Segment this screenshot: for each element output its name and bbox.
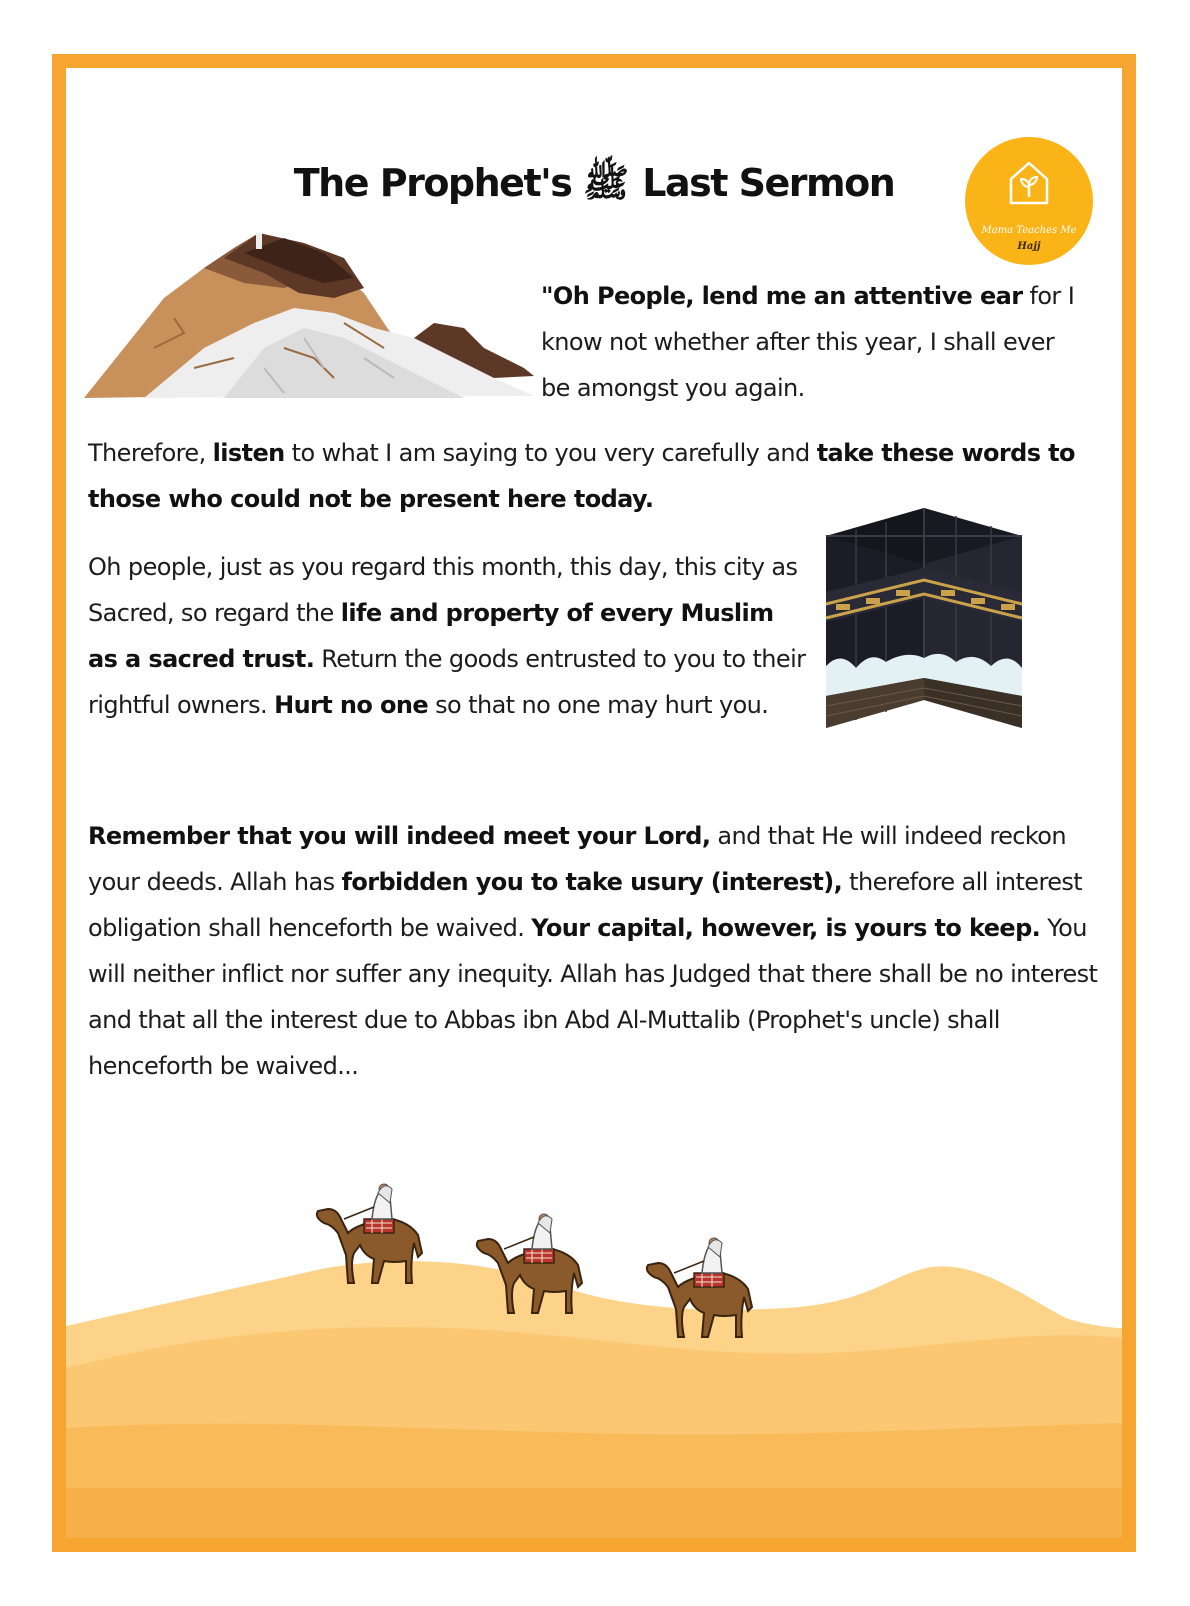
brand-logo xyxy=(965,137,1093,265)
emphasis-text: Your capital, however, is yours to keep. xyxy=(531,914,1041,942)
house-sprout-icon xyxy=(1005,157,1053,209)
page-border-frame xyxy=(52,54,1136,1552)
body-text: so that no one may hurt you. xyxy=(428,691,769,719)
emphasis-text: listen xyxy=(212,439,285,467)
sermon-paragraph-4 xyxy=(88,813,1108,1089)
emphasis-text: "Oh People, lend me an attentive ear xyxy=(541,282,1023,310)
body-text: You will neither inflict nor suffer any inequity. Allah has Judged that there shall be no interest and that all the interest due to Abbas ibn Abd Al-Muttalib (Prophet's uncle) shall henceforth be waived... xyxy=(88,914,1098,1080)
logo-text-subject: Hajj xyxy=(1017,241,1041,252)
camel-caravan-illustration xyxy=(314,1173,814,1363)
kaaba-illustration xyxy=(796,500,1052,762)
body-text: for I know not whether after this year, I shall ever be amongst you again. xyxy=(541,282,1075,402)
body-text: Oh people, just as you regard this month, this day, this city as Sacred, so regard the xyxy=(88,553,798,627)
body-text: and that He will indeed reckon your deeds. Allah has xyxy=(88,822,1067,896)
emphasis-text: Hurt no one xyxy=(274,691,429,719)
mountain-illustration xyxy=(84,228,534,403)
emphasis-text: life and property of every Muslim as a sacred trust. xyxy=(88,599,774,673)
body-text: Return the goods entrusted to you to their rightful owners. xyxy=(88,645,806,719)
worksheet-page xyxy=(66,68,1122,1538)
emphasis-text: forbidden you to take usury (interest), xyxy=(341,868,843,896)
body-text: Therefore, xyxy=(88,439,213,467)
sermon-paragraph-2 xyxy=(88,430,1108,522)
logo-text-brand: Mama Teaches Me xyxy=(981,225,1077,236)
sermon-paragraph-1 xyxy=(541,273,1081,411)
emphasis-text: take these words to those who could not be present here today. xyxy=(88,439,1075,513)
sermon-paragraph-3 xyxy=(88,544,808,728)
emphasis-text: Remember that you will indeed meet your Lord, xyxy=(88,822,711,850)
body-text: to what I am saying to you very carefully and xyxy=(284,439,817,467)
page-title: The Prophet's ﷺ Last Sermon xyxy=(293,161,895,205)
body-text: therefore all interest obligation shall henceforth be waived. xyxy=(88,868,1083,942)
